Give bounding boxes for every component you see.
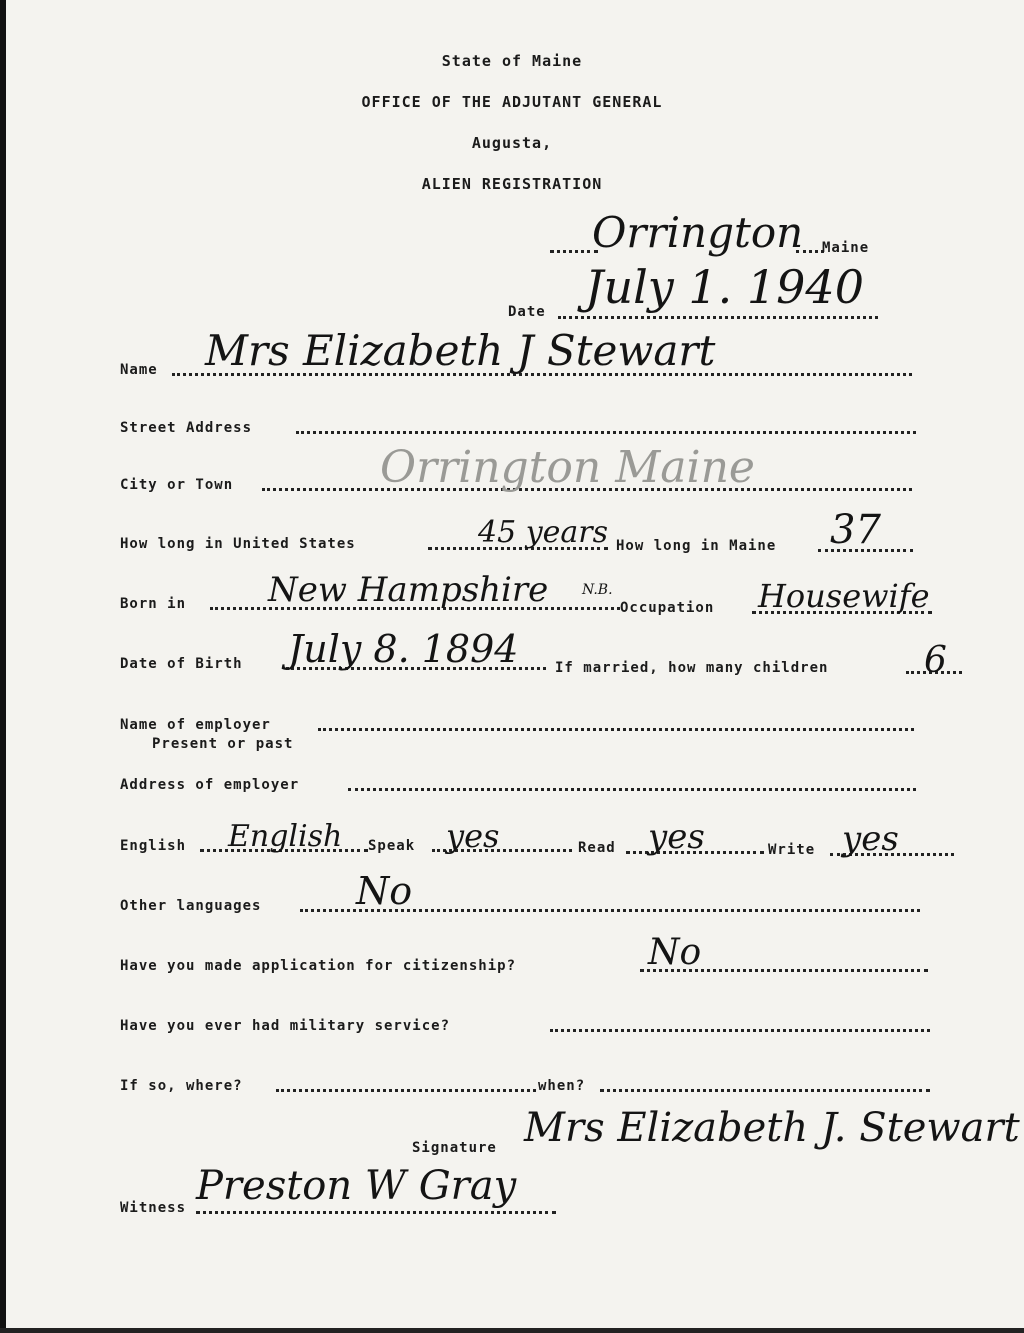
witness-label: Witness — [120, 1200, 187, 1216]
street-address-dots — [296, 431, 916, 434]
write-entry: yes — [842, 819, 899, 859]
born-in-note: N.B. — [582, 582, 613, 598]
city-town-entry: Orrington Maine — [380, 442, 755, 493]
date-dots — [558, 316, 878, 319]
if-married-label: If married, how many children — [555, 660, 829, 676]
scan-edge-bottom — [0, 1328, 1024, 1333]
read-label: Read — [578, 840, 616, 856]
witness-entry: Preston W Gray — [196, 1163, 517, 1209]
how-long-us-label: How long in United States — [120, 536, 356, 552]
how-long-maine-label: How long in Maine — [616, 538, 777, 554]
other-languages-label: Other languages — [120, 898, 262, 914]
how-long-maine-entry: 37 — [830, 507, 881, 553]
street-address-label: Street Address — [120, 420, 253, 436]
born-in-entry: New Hampshire — [268, 570, 549, 610]
employer-address-label: Address of employer — [120, 777, 300, 793]
city-town-label: City or Town — [120, 477, 234, 493]
speak-label: Speak — [368, 838, 416, 854]
header-city: Augusta, — [471, 134, 553, 152]
children-entry: 6 — [924, 640, 947, 681]
write-label: Write — [768, 842, 816, 858]
employer-address-dots — [348, 788, 916, 791]
speak-entry: yes — [446, 817, 500, 855]
name-entry: Mrs Elizabeth J Stewart — [205, 326, 716, 375]
scan-edge-left — [0, 0, 6, 1333]
town-entry: Orrington — [592, 208, 804, 257]
when-dots — [600, 1089, 930, 1092]
maine-label: Maine — [822, 240, 870, 256]
employer-name-dots — [318, 728, 914, 731]
military-dots — [550, 1029, 930, 1032]
read-entry: yes — [648, 817, 705, 857]
english-entry: English — [228, 819, 343, 854]
date-entry: July 1. 1940 — [585, 260, 864, 314]
witness-dots — [196, 1211, 556, 1214]
header-title: ALIEN REGISTRATION — [421, 175, 603, 193]
date-of-birth-label: Date of Birth — [120, 656, 243, 672]
where-dots — [276, 1089, 536, 1092]
citizenship-entry: No — [648, 932, 702, 973]
if-so-where-label: If so, where? — [120, 1078, 243, 1094]
citizenship-label: Have you made application for citizenship? — [120, 958, 517, 974]
how-long-us-entry: 45 years — [478, 515, 609, 550]
other-languages-entry: No — [356, 869, 413, 913]
occupation-entry: Housewife — [758, 577, 930, 615]
occupation-label: Occupation — [620, 600, 715, 616]
signature-label: Signature — [412, 1140, 497, 1156]
date-label: Date — [508, 304, 546, 320]
born-in-label: Born in — [120, 596, 187, 612]
date-of-birth-entry: July 8. 1894 — [288, 627, 519, 671]
signature-entry: Mrs Elizabeth J. Stewart — [524, 1105, 1020, 1151]
when-label: when? — [538, 1078, 586, 1094]
english-label: English — [120, 838, 187, 854]
military-label: Have you ever had military service? — [120, 1018, 451, 1034]
employer-name-label: Name of employer — [120, 717, 271, 733]
town-dots-right — [796, 250, 824, 253]
header-state: State of Maine — [441, 52, 583, 70]
employer-sub-label: Present or past — [152, 736, 294, 752]
header-office: OFFICE OF THE ADJUTANT GENERAL — [361, 93, 663, 111]
name-label: Name — [120, 362, 158, 378]
town-dots-left — [550, 250, 598, 253]
